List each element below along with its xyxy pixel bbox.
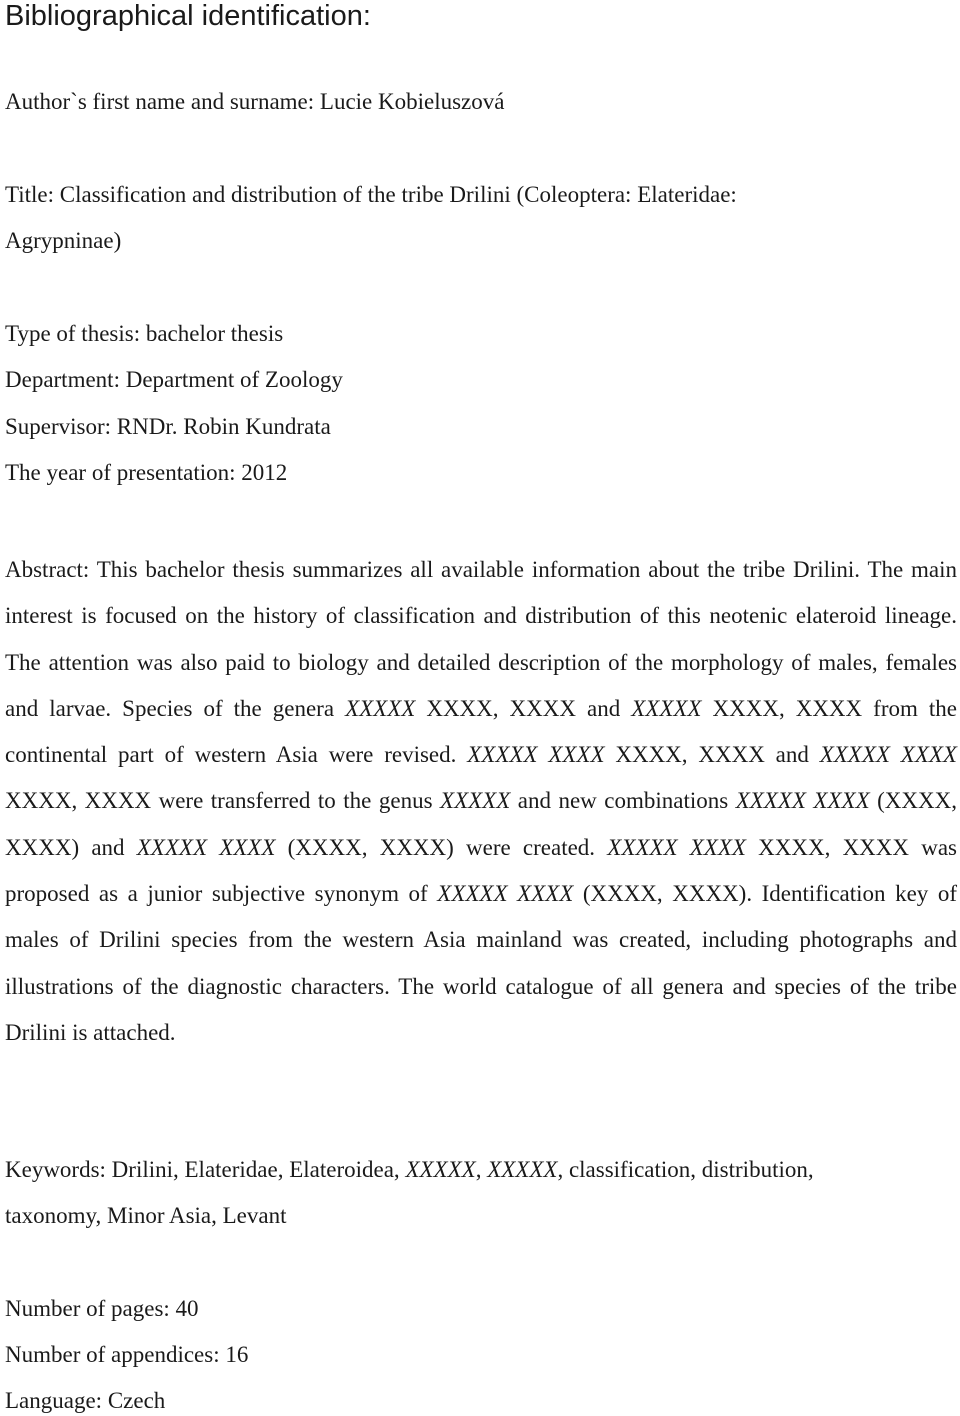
pages-count-line: Number of pages: 40 xyxy=(5,1296,199,1321)
language-line: Language: Czech xyxy=(5,1388,166,1413)
author-line: Author`s first name and surname: Lucie Kobieluszová xyxy=(5,89,505,114)
taxon-name: XXXXX XXXX xyxy=(437,881,574,907)
year-line: The year of presentation: 2012 xyxy=(5,460,288,485)
abstract-text: (XXXX, XXXX) were created. xyxy=(275,834,608,860)
appendices-count-line: Number of appendices: 16 xyxy=(5,1342,249,1367)
taxon-name: XXXXX xyxy=(631,695,702,721)
taxon-name: XXXXX XXXX xyxy=(735,788,870,814)
abstract-text: (XXXX, XXXX) and xyxy=(5,788,957,860)
taxon-name: XXXXX XXXX xyxy=(607,834,746,860)
title-line-1: Title: Classification and distribution of the tribe Drilini (Coleoptera: Elateridae: xyxy=(5,182,737,207)
thesis-type-line: Type of thesis: bachelor thesis xyxy=(5,321,284,346)
title-line-2: Agrypninae) xyxy=(5,228,122,253)
taxon-name: XXXXX xyxy=(487,1157,558,1182)
abstract-text: XXXX, XXXX and xyxy=(604,742,820,768)
abstract-text: Abstract: This bachelor thesis summarizes all available information about the tribe Drilini. The main interest is focused on the history of classification and distribution of this neotenic elateroid lineage. The attention was also paid to biology and detailed description of the morphology of males, females and larvae. Species of the genera xyxy=(5,557,957,721)
taxon-name: XXXXX xyxy=(345,695,416,721)
abstract-text: (XXXX, XXXX). Identification key of males of Drilini species from the western Asia mainland was created, including photographs and illustrations of the diagnostic characters. The world catalogue of all genera and species of the tribe Drilini is attached. xyxy=(5,881,957,1045)
keywords-text: , xyxy=(475,1157,488,1182)
abstract-text: XXXX, XXXX was proposed as a junior subjective synonym of xyxy=(5,834,957,907)
abstract-text: XXXX, XXXX were transferred to the genus xyxy=(5,788,441,814)
taxon-name: XXXXX xyxy=(440,788,511,814)
keywords-line-1 xyxy=(5,1155,814,1185)
abstract-text: XXXX, XXXX from the continental part of western Asia were revised. xyxy=(5,695,958,768)
abstract-paragraph xyxy=(5,547,957,1056)
page-title: Bibliographical identification: xyxy=(5,0,371,32)
keywords-line-2: taxonomy, Minor Asia, Levant xyxy=(5,1203,287,1228)
taxon-name: XXXXX xyxy=(405,1157,476,1182)
abstract-text: and new combinations xyxy=(510,788,736,814)
keywords-text: Keywords: Drilini, Elateridae, Elateroidea, xyxy=(5,1157,406,1182)
keywords-text: , classification, distribution, xyxy=(557,1157,814,1182)
taxon-name: XXXXX XXXX xyxy=(136,834,276,860)
abstract-text: XXXX, XXXX and xyxy=(415,695,632,721)
taxon-name: XXXXX XXXX xyxy=(819,742,957,768)
supervisor-line: Supervisor: RNDr. Robin Kundrata xyxy=(5,414,331,439)
department-line: Department: Department of Zoology xyxy=(5,367,343,392)
taxon-name: XXXXX XXXX xyxy=(467,742,605,768)
